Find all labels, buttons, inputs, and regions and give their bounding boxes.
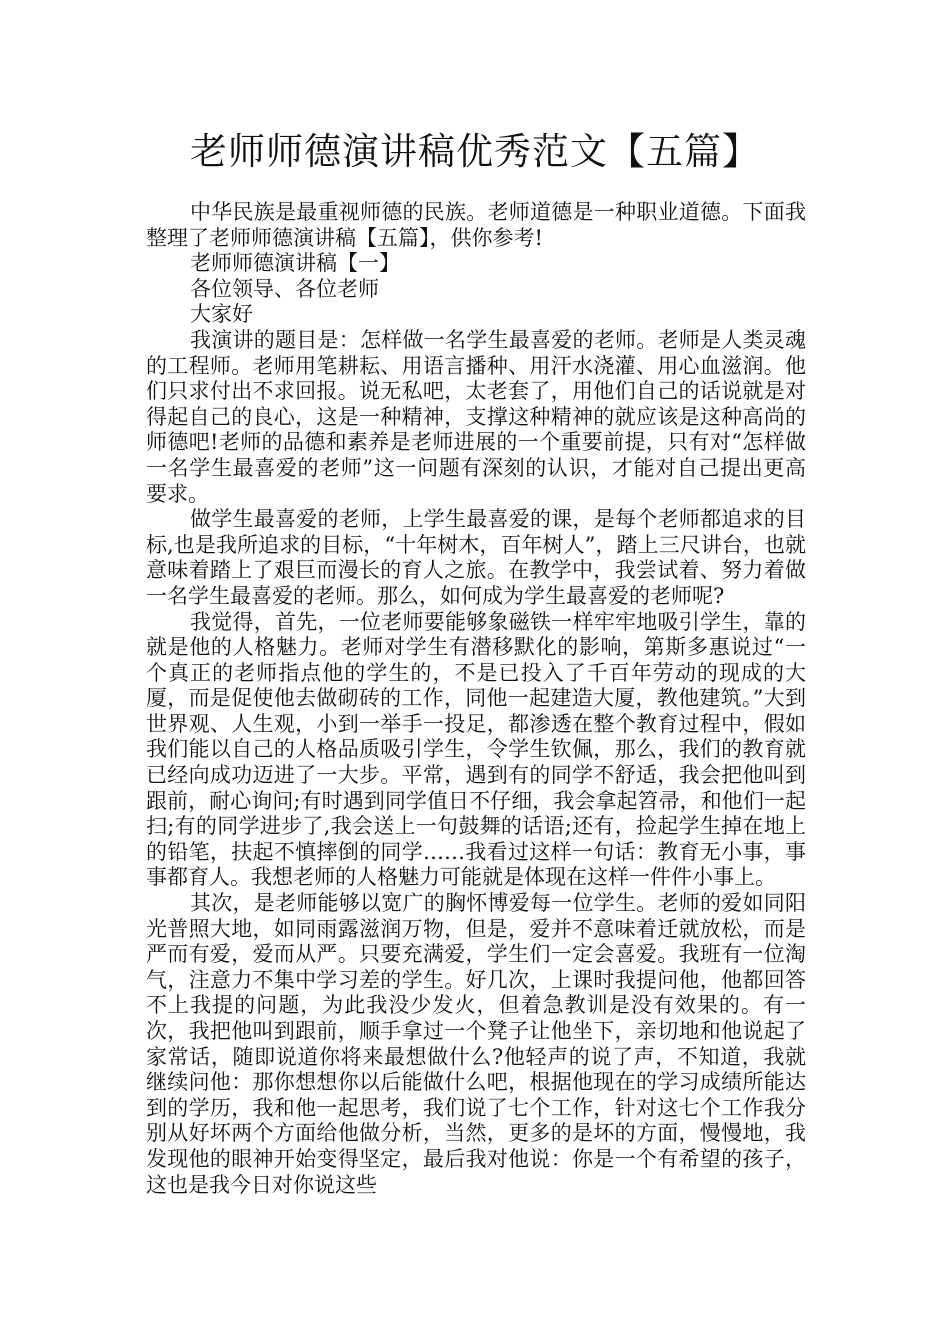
document-title: 老师师德演讲稿优秀范文【五篇】 [190,130,760,173]
paragraph-second: 其次，是老师能够以宽广的胸怀博爱每一位学生。老师的爱如同阳光普照大地，如同雨露滋润万物，但是，爱并不意味着迁就放松，而是严而有爱，爱而从严。只要充满爱，学生们一定会喜爱。我班有一位淘气，注意力不集中学习差的学生。好几次，上课时我提问他，他都回答不上我提的问题，为此我没少发火，但着急教训是没有效果的。有一次，我把他叫到跟前，顺手拿过一个凳子让他坐下，亲切地和他说起了家常话，随即说道你将来最想做什么?他轻声的说了声，不知道，我就继续问他：那你想想你以后能做什么吧，根据他现在的学习成绩所能达到的学历，我和他一起思考，我们说了七个工作，针对这七个工作我分别从好坏两个方面给他做分析，当然，更多的是坏的方面，慢慢地，我发现他的眼神开始变得坚定，最后我对他说：你是一个有希望的孩子，这也是我今日对你说这些 [146,891,806,1197]
paragraph-intro: 中华民族是最重视师德的民族。老师道德是一种职业道德。下面我整理了老师师德演讲稿【五篇】，供你参考! [146,200,806,250]
paragraph-first: 我觉得，首先，一位老师要能够象磁铁一样牢牢地吸引学生，靠的就是他的人格魅力。老师对学生有潜移默化的影响，第斯多惠说过“一个真正的老师指点他的学生的，不是已投入了千百年劳动的现成的大厦，而是促使他去做砌砖的工作，同他一起建造大厦，教他建筑。”大到世界观、人生观，小到一举手一投足，都渗透在整个教育过程中，假如我们能以自己的人格品质吸引学生，令学生钦佩，那么，我们的教育就已经向成功迈进了一大步。平常，遇到有的同学不舒适，我会把他叫到跟前，耐心询问;有时遇到同学值日不仔细，我会拿起笤帚，和他们一起扫;有的同学进步了,我会送上一句鼓舞的话语;还有，捡起学生掉在地上的铅笔，扶起不慎摔倒的同学……我看过这样一句话：教育无小事，事事都育人。我想老师的人格魅力可能就是体现在这样一件件小事上。 [146,609,806,890]
salutation-leaders: 各位领导、各位老师 [190,276,379,301]
section-heading: 老师师德演讲稿【一】 [190,251,400,276]
paragraph-topic: 我演讲的题目是：怎样做一名学生最喜爱的老师。老师是人类灵魂的工程师。老师用笔耕耘、用语言播种、用汗水浇灌、用心血滋润。他们只求付出不求回报。说无私吧，太老套了，用他们自己的话说就是对得起自己的良心，这是一种精神，支撑这种精神的就应该是这种高尚的师德吧!老师的品德和素养是老师进展的一个重要前提，只有对“怎样做一名学生最喜爱的老师”这一问题有深刻的认识，才能对自己提出更高要求。 [146,327,806,506]
document-body [146,200,806,1198]
salutation-greeting: 大家好 [190,302,253,327]
paragraph-goal: 做学生最喜爱的老师，上学生最喜爱的课，是每个老师都追求的目标,也是我所追求的目标，“十年树木，百年树人”，踏上三尺讲台，也就意味着踏上了艰巨而漫长的育人之旅。在教学中，我尝试着、努力着做一名学生最喜爱的老师。那么，如何成为学生最喜爱的老师呢? [146,507,806,608]
